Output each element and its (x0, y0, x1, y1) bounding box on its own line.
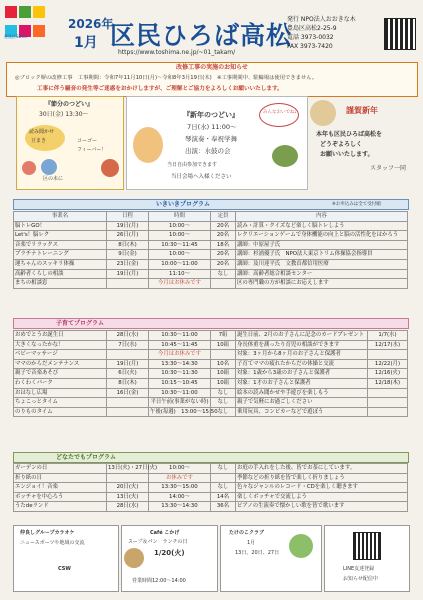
row-capacity: 7組 (211, 331, 236, 341)
org-info (287, 15, 356, 51)
row-name: 音楽でリラックス (14, 240, 107, 250)
notice-title: 改修工事の実施のお知らせ (176, 64, 248, 71)
construction-notice (6, 62, 418, 97)
org-phone: 電話 3973-0032 (287, 34, 334, 41)
row-capacity: 20名 (211, 259, 236, 269)
setsubun-item-1: 読み聞かせ (29, 129, 55, 135)
horse-icon (310, 100, 336, 126)
cafe-date: 1/20(火) (154, 549, 185, 557)
greeting-box (310, 96, 416, 188)
row-time: 今月はお休みです (149, 350, 211, 360)
year: 2026年 (68, 17, 114, 31)
table-row (14, 473, 408, 483)
table-row (14, 221, 408, 231)
bamboo-icon (289, 534, 313, 558)
row-name: おはなし広場 (14, 388, 107, 398)
row-name: 親子で音楽あそび (14, 369, 107, 379)
table-row (14, 388, 408, 398)
csw-line-1: 仲良しグループカラオケ (20, 530, 75, 536)
bread-icon (124, 548, 144, 568)
setsubun-item-2: 豆まき (31, 138, 47, 144)
row-name: エンジョイ！音楽 (14, 483, 107, 493)
row-date (107, 350, 149, 360)
row-time: 14:00〜 (149, 492, 211, 502)
row-name: 運ちゃんのスッキリ体操 (14, 259, 107, 269)
row-date: 6日(火) (107, 369, 149, 379)
setsubun-item-4: フィーバー！ (77, 147, 107, 153)
org-name: 発行 NPO法人おおきな木 (287, 16, 356, 23)
qr-code-icon (384, 18, 416, 50)
greeting-line-3: お願いいたします。 (320, 151, 374, 158)
row-date: 7日(水) (107, 340, 149, 350)
ikiiki-title: いきいきプログラム (156, 201, 210, 208)
row-content: 楽しくボッチャで交流しよう (236, 492, 408, 502)
row-date: 28日(水) (107, 331, 149, 341)
sdgs-logo (4, 4, 46, 48)
line-title: LINE友達登録 (343, 566, 375, 572)
row-name: わくわくパーク (14, 378, 107, 388)
oni-mask-icon (101, 159, 119, 177)
row-name: プラチナトレーニング (14, 250, 107, 260)
row-time: 10:30〜11:00 (149, 388, 211, 398)
line-qr-icon[interactable] (353, 532, 381, 560)
org-address: 豊島区高松2-25-9 (287, 25, 337, 32)
row-time: 10:00〜 (149, 221, 211, 231)
row-content: 講師：中原屋子氏 (236, 240, 408, 250)
kosodate-section-header (13, 318, 409, 329)
greeting-staff: スタッフ一同 (370, 165, 407, 172)
cafe-box (121, 525, 218, 592)
row-capacity (211, 473, 236, 483)
row-content: レクリエーションゲームで身体機能の向上と脳の活性化をはかろう (236, 231, 408, 241)
table-row (14, 340, 408, 350)
line-note: お知らせ配信中 (343, 576, 378, 582)
row-name: 高齢者くらしの相談 (14, 269, 107, 279)
col-content: 内容 (236, 212, 408, 222)
row-name: ガーデンの日 (14, 464, 107, 474)
logo-text: 豊島区SDGs (4, 34, 27, 39)
table-row (14, 378, 408, 388)
row-capacity: 10名 (211, 359, 236, 369)
row-time: 10:45〜11:45 (149, 340, 211, 350)
newyear-note: 当日自由参加できます (167, 162, 218, 168)
row-capacity: 36名 (211, 502, 236, 512)
row-date (107, 279, 149, 289)
row-time: 10:30〜11:45 (149, 240, 211, 250)
row-name: 脳トレGO！ (14, 221, 107, 231)
notice-line-2: 工事に伴う騒音の発生等ご迷惑をおかけしますが、ご理解とご協力をよろしくお願いいたします。 (37, 86, 283, 92)
col-name: 事業名 (14, 212, 107, 222)
row-content: 季節などの折り紙を皆で楽しく折りましょう (236, 473, 408, 483)
ikiiki-note: ※お申込みは全て受付順 (332, 202, 381, 207)
row-date: 13日(火)・27日(火) (107, 464, 149, 474)
row-date (107, 473, 149, 483)
row-content: お庭の手入れをした後、皆でお茶にしています。 (236, 464, 408, 474)
row-capacity (211, 350, 236, 360)
col-date: 日程 (107, 212, 149, 222)
row-time: 11:10〜 (149, 269, 211, 279)
row-content: 講師：杉浦優子氏 NPO法人東京トリム体操協会指導員 (236, 250, 408, 260)
row-date: 9日(金) (107, 250, 149, 260)
row-name: 折り紙の日 (14, 473, 107, 483)
row-next-date (368, 350, 408, 360)
row-content: 講師：及川達平氏 文教首都信用医療 (236, 259, 408, 269)
table-row (14, 250, 408, 260)
csw-box (13, 525, 119, 592)
website-link[interactable]: https://www.toshima.ne.jp/~01_takam/ (118, 49, 236, 56)
table-row (14, 350, 408, 360)
table-row (14, 269, 408, 279)
org-fax: FAX 3973-7420 (287, 43, 333, 50)
row-content: 対象：3ヶ月から8ヶ月のお子さんと保護者 (236, 350, 368, 360)
row-time: 10:00〜 (149, 231, 211, 241)
row-capacity: 10組 (211, 369, 236, 379)
table-row (14, 464, 408, 474)
kid-icon (22, 161, 36, 175)
cafe-line-1: スープ＆パン ランチの日 (128, 539, 188, 545)
table-row (14, 483, 408, 493)
csw-line-2: ニュースポーツや地域の交流 (20, 540, 85, 546)
row-capacity: なし (211, 398, 236, 408)
row-content: 講師：高齢者総合相談センター (236, 269, 408, 279)
row-time: 10:30〜11:00 (149, 331, 211, 341)
row-capacity: 20名 (211, 250, 236, 260)
row-name: のりものタイム (14, 407, 107, 417)
table-row (14, 259, 408, 269)
row-next-date (368, 388, 408, 398)
row-capacity: なし (211, 464, 236, 474)
row-date (107, 398, 149, 408)
takenoko-dates: 13日、20日、27日 (235, 550, 280, 556)
row-content: 色々なジャンルのレコード・CDを楽しく聴きます (236, 483, 408, 493)
row-date: 19日(月) (107, 359, 149, 369)
line-box (324, 525, 410, 592)
row-capacity: 20名 (211, 231, 236, 241)
notice-line-1: ◎ブロック塀の改修工事 工事期間：令和7年11月10日(月)〜令和8年3月19日(木) ※工事期間中、駐輪場は使用できません。 (15, 75, 318, 81)
greeting-line-1: 本年も区民ひろば高松を (316, 131, 383, 138)
kosodate-table (13, 330, 408, 417)
row-time: 10:15〜10:45 (149, 378, 211, 388)
greeting-line-2: どうぞよろしく (320, 141, 363, 148)
col-capacity: 定員 (211, 212, 236, 222)
row-date: 8日(木) (107, 378, 149, 388)
takenoko-box (220, 525, 322, 592)
row-name: まちの相談窓 (14, 279, 107, 289)
row-time: 10:00〜 (149, 250, 211, 260)
row-content: 絵本の読み聞かせや手遊びを楽しもう (236, 388, 368, 398)
row-next-date: 12/16(火) (368, 369, 408, 379)
setsubun-title: 『節分のつどい』 (45, 101, 94, 108)
cafe-hours: 営業時間12:00〜14:00 (132, 578, 186, 584)
table-row (14, 240, 408, 250)
newyear-caption: 当日会場へ入様ください (171, 174, 232, 180)
row-content: 対象：1才のお子さんと保護者 (236, 378, 368, 388)
row-time: 10:30〜11:30 (149, 369, 211, 379)
row-date: 23日(金) (107, 259, 149, 269)
row-time: 13:30〜15:00 (149, 483, 211, 493)
kid-icon-2 (41, 159, 57, 175)
row-date: 20日(火) (107, 483, 149, 493)
row-time: 午後(毎週) 13:00〜15:50 (149, 407, 211, 417)
row-capacity: 14名 (211, 492, 236, 502)
row-capacity: なし (211, 269, 236, 279)
row-date: 19日(月) (107, 269, 149, 279)
newyear-time: 7日(水) 11:00〜 (187, 123, 237, 131)
row-content: 乗用玩具、コンビカーなどで遊ぼう (236, 407, 368, 417)
table-row (14, 398, 408, 408)
row-content: 親子で気軽にお過ごしください (236, 398, 368, 408)
row-content: 対象：1歳から3歳のお子さんと保護者 (236, 369, 368, 379)
row-content: 誕生日前、2月のお子さんに記念のカードプレゼント (236, 331, 368, 341)
dondemo-title: どなたでもプログラム (56, 454, 116, 461)
dondemo-table (13, 463, 408, 512)
row-content: ピアノの生演奏で懐かしい歌を皆で歌います (236, 502, 408, 512)
table-row (14, 407, 408, 417)
row-name: ママのからだメンテナンス (14, 359, 107, 369)
ikiiki-header-row (14, 212, 408, 222)
row-date: 26日(月) (107, 231, 149, 241)
row-name: ベビーマッサージ (14, 350, 107, 360)
row-time: 10:00〜11:00 (149, 259, 211, 269)
row-content: 区の専門職の方が相談にお応えします (236, 279, 408, 289)
row-next-date (368, 407, 408, 417)
setsubun-box (16, 96, 124, 190)
row-next-date: 1/7(水) (368, 331, 408, 341)
row-time: お休みです (149, 473, 211, 483)
row-capacity: 18名 (211, 240, 236, 250)
row-next-date: 12/22(月) (368, 359, 408, 369)
row-time: 今月はお休みです (149, 279, 211, 289)
csw-title: CSW (58, 566, 71, 572)
table-row (14, 231, 408, 241)
setsubun-note: 区の未に (43, 176, 64, 182)
table-row (14, 331, 408, 341)
cafe-title: Café こかげ (150, 530, 180, 536)
row-capacity: 10組 (211, 378, 236, 388)
row-capacity: なし (211, 388, 236, 398)
row-time: 13:30〜14:30 (149, 359, 211, 369)
header (0, 0, 423, 62)
row-time: 13:30〜14:30 (149, 502, 211, 512)
row-date: 13日(火) (107, 492, 149, 502)
ikiiki-section-header (13, 199, 409, 210)
row-name: おめでとうお誕生日 (14, 331, 107, 341)
kosodate-title: 子育てプログラム (56, 320, 104, 327)
table-row (14, 279, 408, 289)
takenoko-title: たけのこクラブ (229, 530, 265, 536)
row-capacity: なし (211, 483, 236, 493)
row-content: 読み・計算・クイズなど楽しく脳トレしよう (236, 221, 408, 231)
table-row (14, 502, 408, 512)
row-date (107, 407, 149, 417)
setsubun-date: 30日(金) 13:30〜 (39, 111, 89, 118)
row-next-date: 12/17(水) (368, 340, 408, 350)
newyear-box (126, 96, 308, 190)
newyear-title: 『新年のつどい』 (183, 111, 239, 119)
row-next-date (368, 398, 408, 408)
row-date: 8日(木) (107, 240, 149, 250)
row-capacity: なし (211, 407, 236, 417)
table-row (14, 492, 408, 502)
row-name: ボッチャを中心ろう (14, 492, 107, 502)
row-name: Let's！脳レク (14, 231, 107, 241)
row-name: 大きくなったかな！ (14, 340, 107, 350)
dondemo-section-header (13, 452, 409, 463)
bubble-text: みんなおいでね♪ (263, 110, 298, 115)
row-name: うたdeランド (14, 502, 107, 512)
table-row (14, 359, 408, 369)
row-capacity: 20名 (211, 221, 236, 231)
row-content: 身長体重を測ったり育児の相談ができます (236, 340, 368, 350)
row-capacity (211, 279, 236, 289)
row-content: 子育てママの疲れたからだの体操と交流 (236, 359, 368, 369)
row-name: ちょこっとタイム (14, 398, 107, 408)
frog-mascot-icon (272, 145, 298, 167)
page-title: 区民ひろば高松 (110, 21, 293, 50)
row-next-date: 12/18(木) (368, 378, 408, 388)
row-capacity: 10組 (211, 340, 236, 350)
row-time: 平日午前(事業がない時) (149, 398, 211, 408)
newyear-program-2: 出演：水鼓の会 (185, 147, 231, 155)
shishi-icon (133, 127, 163, 163)
table-row (14, 369, 408, 379)
col-time: 時間 (149, 212, 211, 222)
newyear-program-1: 琴演奏・奉祝学舞 (185, 135, 237, 143)
ikiiki-table (13, 211, 408, 289)
row-date: 28日(水) (107, 502, 149, 512)
month: 1月 (74, 35, 98, 51)
setsubun-item-3: コーゴー (77, 138, 98, 144)
row-date: 16日(金) (107, 388, 149, 398)
row-time: 10:00〜 (149, 464, 211, 474)
takenoko-month: 1月 (247, 540, 256, 546)
row-date: 19日(月) (107, 221, 149, 231)
greeting-title: 謹賀新年 (346, 106, 378, 115)
